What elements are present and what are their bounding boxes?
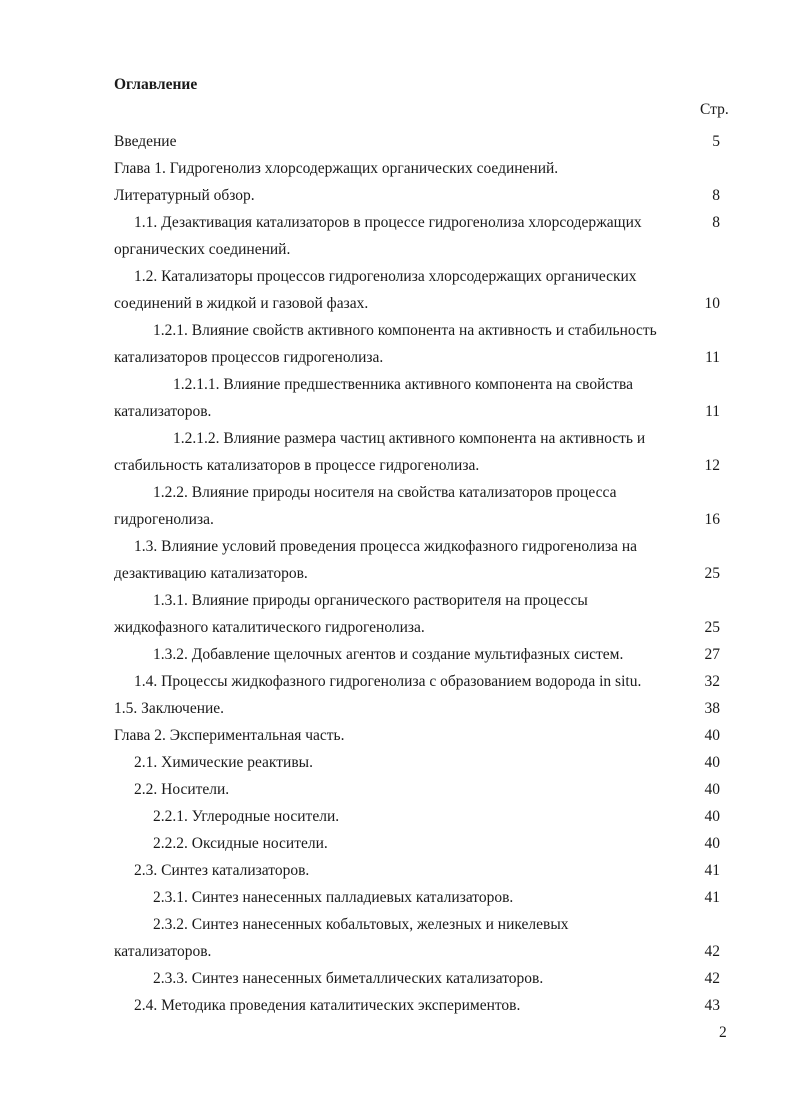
toc-entry-page: 42 xyxy=(704,970,720,987)
toc-entry-text: 1.2. Катализаторы процессов гидрогенолиза хлорсодержащих органических xyxy=(134,268,637,285)
toc-entry-page: 38 xyxy=(704,700,720,717)
toc-entry-page: 12 xyxy=(704,457,720,474)
toc-entry-page: 40 xyxy=(704,808,720,825)
table-of-contents xyxy=(114,128,730,1019)
toc-entry-2-2-1 xyxy=(114,803,730,830)
toc-entry-1-4 xyxy=(114,668,730,695)
toc-entry-text: 1.2.1. Влияние свойств активного компонента на активность и стабильность xyxy=(153,322,657,339)
toc-entry-2-4 xyxy=(114,992,730,1019)
toc-title: Оглавление xyxy=(114,76,198,93)
toc-entry-text: 2.3.2. Синтез нанесенных кобальтовых, железных и никелевых xyxy=(153,916,569,933)
toc-entry-chapter-2 xyxy=(114,722,730,749)
toc-entry-text: 1.2.1.2. Влияние размера частиц активного компонента на активность и xyxy=(173,430,646,447)
toc-entry-page: 11 xyxy=(705,403,720,420)
toc-entry-text-continued: органических соединений. xyxy=(114,241,291,258)
toc-entry-1-2-2 xyxy=(114,479,730,533)
toc-entry-2-1 xyxy=(114,749,730,776)
toc-entry-page: 40 xyxy=(704,781,720,798)
toc-entry-1-1 xyxy=(114,209,730,263)
toc-entry-text: 2.4. Методика проведения каталитических экспериментов. xyxy=(134,997,521,1014)
toc-entry-text: 2.2. Носители. xyxy=(134,781,230,798)
toc-entry-2-2 xyxy=(114,776,730,803)
toc-entry-text-continued: катализаторов. xyxy=(114,943,212,960)
toc-entry-1-3-2 xyxy=(114,641,730,668)
toc-entry-page: 40 xyxy=(704,754,720,771)
toc-entry-page: 41 xyxy=(704,889,720,906)
toc-entry-1-2-1-1 xyxy=(114,371,730,425)
toc-entry-text: 1.3.1. Влияние природы органического растворителя на процессы xyxy=(153,592,588,609)
toc-entry-page: 16 xyxy=(704,511,720,528)
toc-entry-text: 1.3. Влияние условий проведения процесса жидкофазного гидрогенолиза на xyxy=(134,538,638,555)
toc-entry-text: Глава 2. Экспериментальная часть. xyxy=(114,727,345,744)
toc-entry-text: Глава 1. Гидрогенолиз хлорсодержащих органических соединений. xyxy=(114,160,559,177)
toc-entry-text-continued: гидрогенолиза. xyxy=(114,511,214,528)
toc-entry-2-3-2 xyxy=(114,911,730,965)
toc-entry-text: Введение xyxy=(114,133,177,150)
toc-entry-text: 2.3.3. Синтез нанесенных биметаллических катализаторов. xyxy=(153,970,544,987)
toc-entry-text: 2.2.1. Углеродные носители. xyxy=(153,808,340,825)
toc-entry-1-5 xyxy=(114,695,730,722)
toc-entry-text-continued: жидкофазного каталитического гидрогенолиза. xyxy=(114,619,425,636)
toc-entry-page: 8 xyxy=(712,187,720,204)
toc-entry-text-continued: Литературный обзор. xyxy=(114,187,255,204)
toc-entry-page: 25 xyxy=(704,565,720,582)
toc-entry-page: 5 xyxy=(712,133,720,150)
toc-entry-1-2 xyxy=(114,263,730,317)
toc-entry-page: 32 xyxy=(704,673,720,690)
toc-entry-chapter-1 xyxy=(114,155,730,209)
toc-entry-page: 40 xyxy=(704,835,720,852)
toc-entry-page: 41 xyxy=(704,862,720,879)
toc-entry-1-3-1 xyxy=(114,587,730,641)
toc-entry-page: 8 xyxy=(712,214,720,231)
toc-entry-introduction xyxy=(114,128,730,155)
toc-entry-2-3 xyxy=(114,857,730,884)
toc-entry-text: 2.1. Химические реактивы. xyxy=(134,754,313,771)
toc-entry-text: 2.2.2. Оксидные носители. xyxy=(153,835,328,852)
toc-entry-1-2-1 xyxy=(114,317,730,371)
toc-entry-2-2-2 xyxy=(114,830,730,857)
toc-entry-text: 1.1. Дезактивация катализаторов в процессе гидрогенолиза хлорсодержащих xyxy=(134,214,642,231)
toc-entry-page: 27 xyxy=(704,646,720,663)
toc-entry-page: 10 xyxy=(704,295,720,312)
toc-entry-text-continued: стабильность катализаторов в процессе гидрогенолиза. xyxy=(114,457,480,474)
toc-entry-text-continued: катализаторов процессов гидрогенолиза. xyxy=(114,349,384,366)
toc-entry-page: 25 xyxy=(704,619,720,636)
toc-entry-page: 42 xyxy=(704,943,720,960)
toc-entry-text: 2.3. Синтез катализаторов. xyxy=(134,862,310,879)
toc-entry-text: 1.3.2. Добавление щелочных агентов и создание мультифазных систем. xyxy=(153,646,624,663)
toc-entry-page: 43 xyxy=(704,997,720,1014)
toc-entry-text: 1.2.2. Влияние природы носителя на свойства катализаторов процесса xyxy=(153,484,617,501)
toc-entry-1-3 xyxy=(114,533,730,587)
toc-entry-text-continued: соединений в жидкой и газовой фазах. xyxy=(114,295,369,312)
toc-entry-text: 1.4. Процессы жидкофазного гидрогенолиза с образованием водорода in situ. xyxy=(134,673,642,690)
toc-entry-text: 1.2.1.1. Влияние предшественника активного компонента на свойства xyxy=(173,376,634,393)
toc-entry-text: 1.5. Заключение. xyxy=(114,700,225,717)
toc-entry-page: 40 xyxy=(704,727,720,744)
toc-entry-text: 2.3.1. Синтез нанесенных палладиевых катализаторов. xyxy=(153,889,514,906)
page-number: 2 xyxy=(719,1024,727,1041)
toc-entry-page: 11 xyxy=(705,349,720,366)
toc-entry-2-3-3 xyxy=(114,965,730,992)
toc-entry-text-continued: дезактивацию катализаторов. xyxy=(114,565,308,582)
page-column-label: Стр. xyxy=(700,101,729,118)
toc-entry-2-3-1 xyxy=(114,884,730,911)
toc-entry-text-continued: катализаторов. xyxy=(114,403,212,420)
toc-entry-1-2-1-2 xyxy=(114,425,730,479)
